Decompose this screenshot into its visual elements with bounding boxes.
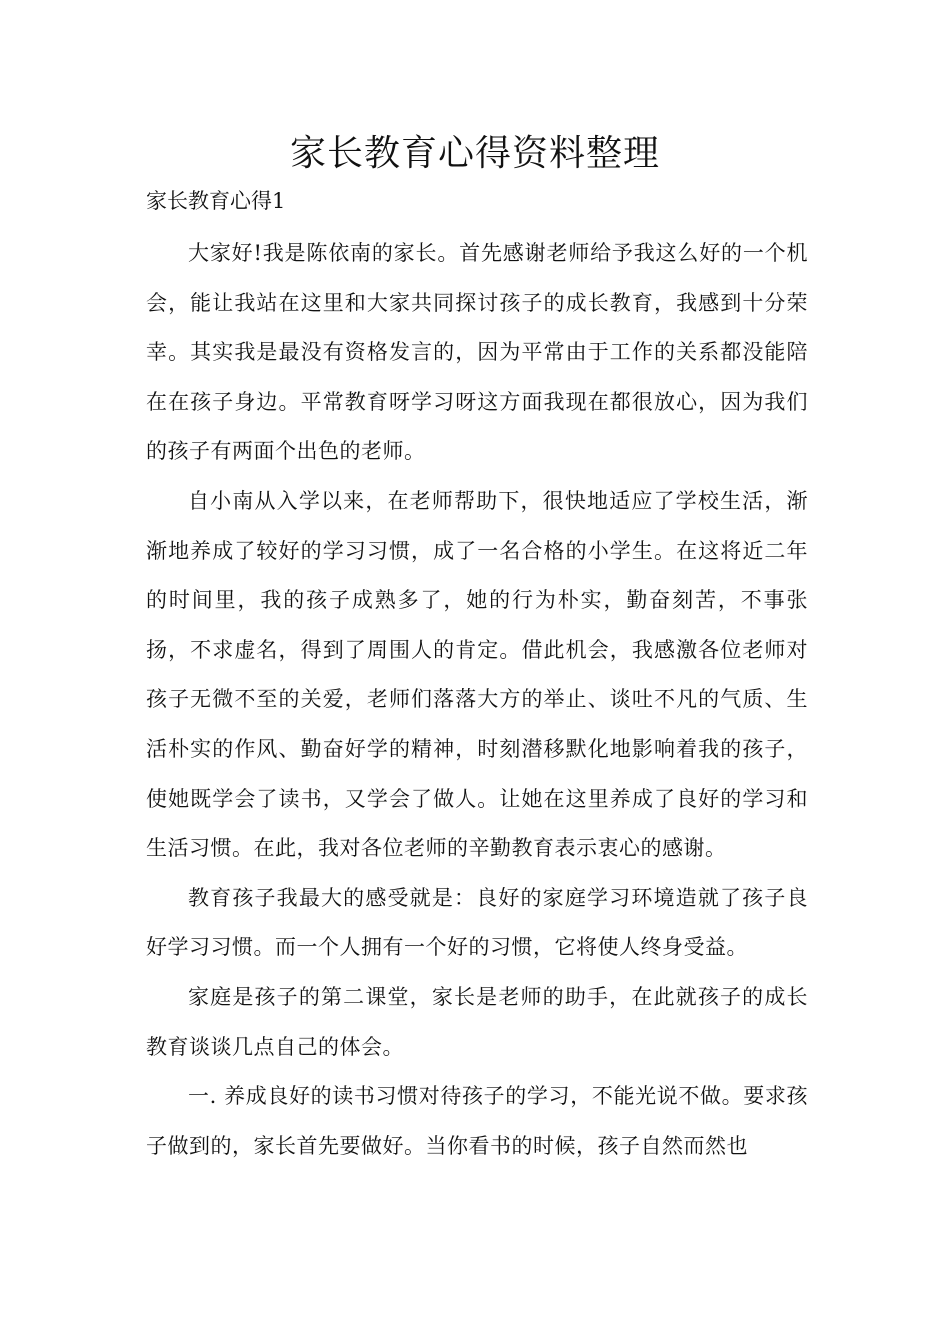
document-body xyxy=(146,229,808,1171)
paragraph-3: 教育孩子我最大的感受就是：良好的家庭学习环境造就了孩子良好学习习惯。而一个人拥有一个好的习惯，它将使人终身受益。 xyxy=(146,885,808,960)
paragraph-1: 大家好!我是陈依南的家长。首先感谢老师给予我这么好的一个机会，能让我站在这里和大家共同探讨孩子的成长教育，我感到十分荣幸。其实我是最没有资格发言的，因为平常由于工作的关系都没能陪在在孩子身边。平常教育呀学习呀这方面我现在都很放心，因为我们的孩子有两面个出色的老师。 xyxy=(146,241,808,464)
paragraph-4: 家庭是孩子的第二课堂，家长是老师的助手，在此就孩子的成长教育谈谈几点自己的体会。 xyxy=(146,984,808,1059)
paragraph-5: 一. 养成良好的读书习惯对待孩子的学习，不能光说不做。要求孩子做到的，家长首先要做好。当你看书的时候，孩子自然而然也 xyxy=(146,1084,808,1158)
paragraph-2: 自小南从入学以来，在老师帮助下，很快地适应了学校生活，渐渐地养成了较好的学习习惯，成了一名合格的小学生。在这将近二年的时间里，我的孩子成熟多了，她的行为朴实，勤奋刻苦，不事张扬，不求虚名，得到了周围人的肯定。借此机会，我感激各位老师对孩子无微不至的关爱，老师们落落大方的举止、谈吐不凡的气质、生活朴实的作风、勤奋好学的精神，时刻潜移默化地影响着我的孩子，使她既学会了读书，又学会了做人。让她在这里养成了良好的学习和生活习惯。在此，我对各位老师的辛勤教育表示衷心的感谢。 xyxy=(146,488,808,861)
section-heading: 家长教育心得1 xyxy=(146,189,286,213)
document-title: 家长教育心得资料整理 xyxy=(289,133,660,174)
